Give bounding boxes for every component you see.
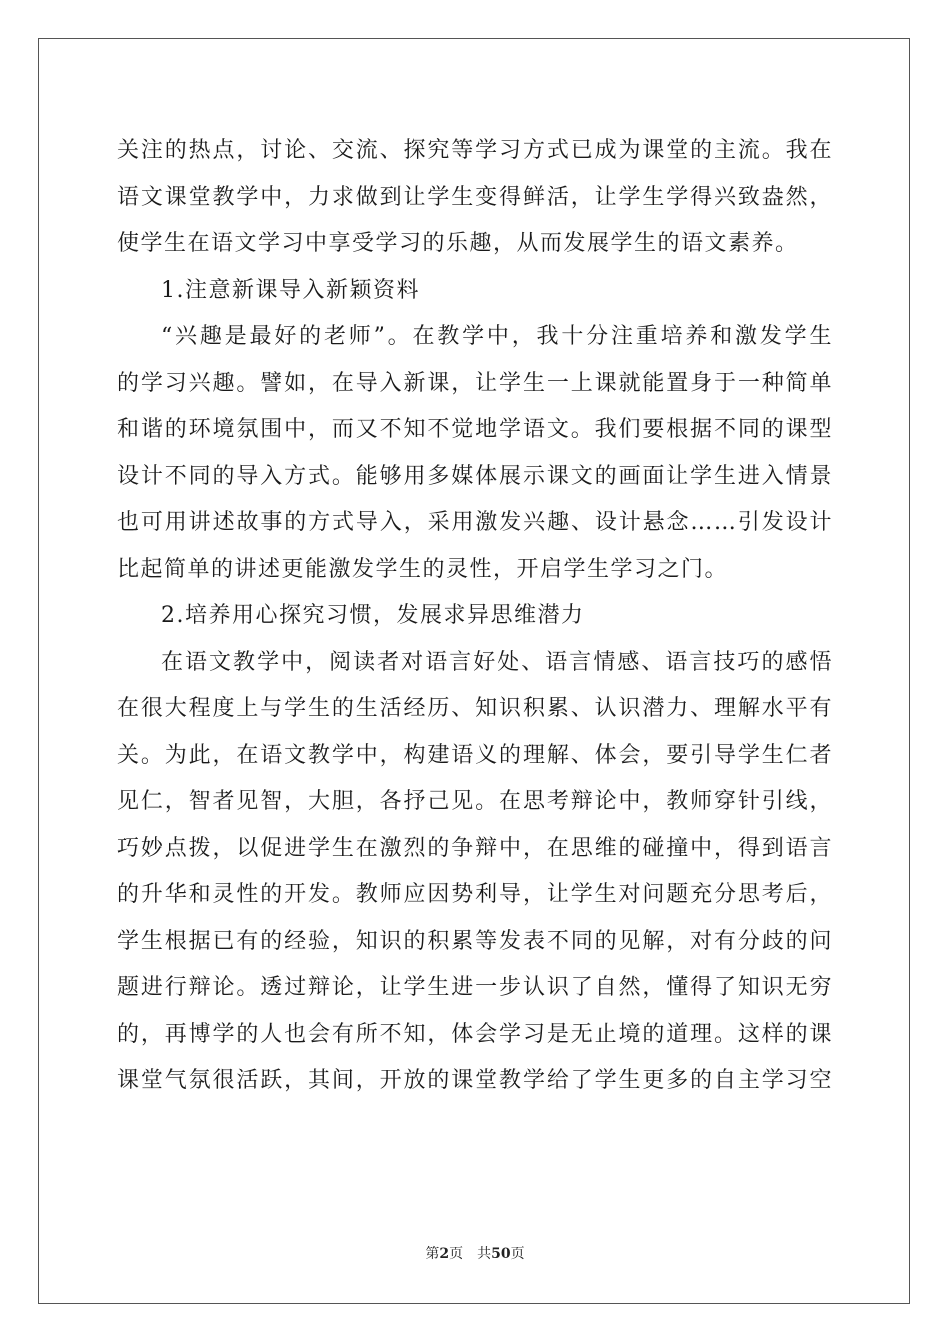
text-line: 也可用讲述故事的方式导入，采用激发兴趣、设计悬念……引发设计 bbox=[117, 510, 833, 535]
text-line: 关。为此，在语文教学中，构建语义的理解、体会，要引导学生仁者 bbox=[117, 742, 833, 768]
text-line: 课堂气氛很活跃，其间，开放的课堂教学给了学生更多的自主学习空 bbox=[117, 1068, 833, 1093]
text-line: 在语文教学中，阅读者对语言好处、语言情感、语言技巧的感悟 bbox=[161, 649, 833, 675]
footer-page-number: 2 bbox=[439, 1246, 450, 1262]
page-footer bbox=[0, 1243, 950, 1263]
text-line: 1.注意新课导入新颖资料 bbox=[161, 277, 420, 303]
footer-total-prefix: 共 bbox=[477, 1246, 492, 1262]
text-line: 的升华和灵性的开发。教师应因势利导，让学生对问题充分思考后， bbox=[117, 882, 833, 907]
text-line: 题进行辩论。透过辩论，让学生进一步认识了自然，懂得了知识无穷 bbox=[117, 975, 833, 1000]
text-line: 比起简单的讲述更能激发学生的灵性，开启学生学习之门。 bbox=[117, 556, 729, 582]
footer-page-suffix: 页 bbox=[449, 1246, 464, 1262]
text-line: 巧妙点拨，以促进学生在激烈的争辩中，在思维的碰撞中，得到语言 bbox=[117, 835, 833, 861]
text-line: 的，再博学的人也会有所不知，体会学习是无止境的道理。这样的课 bbox=[117, 1021, 833, 1047]
text-line: 2.培养用心探究习惯，发展求异思维潜力 bbox=[161, 603, 585, 628]
footer-page-prefix: 第 bbox=[425, 1246, 440, 1262]
text-line: “兴趣是最好的老师”。在教学中，我十分注重培养和激发学生 bbox=[161, 324, 833, 349]
text-line: 语文课堂教学中，力求做到让学生变得鲜活，让学生学得兴致盎然， bbox=[117, 184, 833, 210]
footer-total-pages: 50 bbox=[491, 1246, 511, 1262]
footer-total-suffix: 页 bbox=[510, 1246, 525, 1262]
text-line: 在很大程度上与学生的生活经历、知识积累、认识潜力、理解水平有 bbox=[117, 696, 833, 721]
document-body bbox=[117, 128, 833, 1105]
text-line: 见仁，智者见智，大胆，各抒己见。在思考辩论中，教师穿针引线， bbox=[117, 789, 833, 814]
text-line: 和谐的环境氛围中，而又不知不觉地学语文。我们要根据不同的课型 bbox=[117, 417, 833, 442]
text-line: 使学生在语文学习中享受学习的乐趣，从而发展学生的语文素养。 bbox=[117, 231, 799, 256]
text-line: 关注的热点，讨论、交流、探究等学习方式已成为课堂的主流。我在 bbox=[117, 138, 833, 163]
text-line: 设计不同的导入方式。能够用多媒体展示课文的画面让学生进入情景 bbox=[117, 463, 833, 489]
text-line: 的学习兴趣。譬如，在导入新课，让学生一上课就能置身于一种简单 bbox=[117, 370, 833, 396]
text-line: 学生根据已有的经验，知识的积累等发表不同的见解，对有分歧的问 bbox=[117, 928, 833, 954]
